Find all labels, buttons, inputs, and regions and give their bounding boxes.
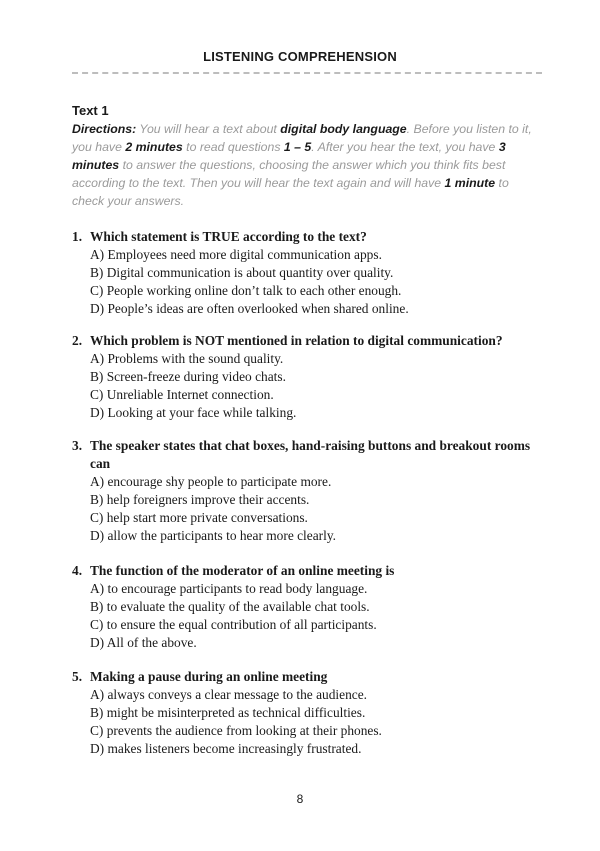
answer-options: [72, 686, 552, 758]
answer-option-a[interactable]: A) always conveys a clear message to the audience.: [90, 687, 367, 702]
question-number: 1.: [72, 229, 83, 244]
directions-question-range: 1 – 5: [283, 140, 312, 154]
answer-option-b[interactable]: B) help foreigners improve their accents.: [90, 492, 310, 507]
answer-option-a[interactable]: A) to encourage participants to read body language.: [90, 581, 368, 596]
page-number: 8: [296, 792, 304, 806]
question-2: [72, 332, 552, 422]
directions-prep-time: 2 minutes: [125, 140, 183, 154]
directions-text: You will hear a text about: [136, 122, 281, 136]
question-4: [72, 562, 552, 652]
answer-option-d[interactable]: D) Looking at your face while talking.: [90, 405, 297, 420]
answer-option-d[interactable]: D) All of the above.: [90, 635, 197, 650]
answer-option-c[interactable]: C) help start more private conversations.: [90, 510, 308, 525]
answer-option-b[interactable]: B) might be misinterpreted as technical difficulties.: [90, 705, 366, 720]
question-number: 5.: [72, 669, 83, 684]
directions-text: to read questions: [182, 140, 284, 154]
dashed-divider: [72, 72, 542, 74]
directions-label: Directions:: [72, 122, 137, 136]
directions-paragraph: [72, 120, 532, 210]
answer-options: [72, 350, 552, 422]
answer-option-c[interactable]: C) to ensure the equal contribution of all participants.: [90, 617, 377, 632]
directions-topic: digital body language: [280, 122, 407, 136]
directions-check-time: 1 minute: [444, 176, 496, 190]
answer-option-a[interactable]: A) Problems with the sound quality.: [90, 351, 284, 366]
question-stem: [72, 437, 552, 473]
answer-option-a[interactable]: A) encourage shy people to participate more.: [90, 474, 332, 489]
question-stem: [72, 562, 552, 580]
question-3: [72, 437, 552, 545]
answer-option-b[interactable]: B) Digital communication is about quantity over quality.: [90, 265, 394, 280]
question-number: 2.: [72, 333, 83, 348]
answer-option-b[interactable]: B) Screen-freeze during video chats.: [90, 369, 286, 384]
answer-option-b[interactable]: B) to evaluate the quality of the available chat tools.: [90, 599, 370, 614]
answer-options: [72, 246, 552, 318]
question-text: Which statement is TRUE according to the text?: [90, 229, 367, 244]
question-text: Making a pause during an online meeting: [90, 669, 328, 684]
question-5: [72, 668, 552, 758]
answer-options: [72, 473, 552, 545]
question-stem: [72, 668, 552, 686]
question-stem: [72, 332, 552, 350]
directions-answer-time: 3 minutes: [72, 140, 506, 172]
directions-text: . Before you listen to it, you have: [72, 122, 532, 154]
page-title: LISTENING COMPREHENSION: [203, 49, 397, 64]
answer-option-a[interactable]: A) Employees need more digital communication apps.: [90, 247, 382, 262]
directions-text: . After you hear the text, you have: [311, 140, 499, 154]
section-label: Text 1: [72, 103, 109, 118]
answer-options: [72, 580, 552, 652]
question-number: 3.: [72, 438, 83, 453]
question-text: The speaker states that chat boxes, hand-raising buttons and breakout rooms can: [90, 438, 531, 471]
directions-text: to check your answers.: [72, 176, 509, 208]
question-number: 4.: [72, 563, 83, 578]
question-1: [72, 228, 552, 318]
answer-option-c[interactable]: C) Unreliable Internet connection.: [90, 387, 274, 402]
answer-option-c[interactable]: C) People working online don’t talk to each other enough.: [90, 283, 402, 298]
answer-option-d[interactable]: D) makes listeners become increasingly frustrated.: [90, 741, 362, 756]
directions-text: to answer the questions, choosing the answer which you think fits best according to the text. Then you will hear the text again and will have: [72, 158, 506, 190]
answer-option-c[interactable]: C) prevents the audience from looking at their phones.: [90, 723, 382, 738]
answer-option-d[interactable]: D) allow the participants to hear more clearly.: [90, 528, 337, 543]
question-stem: [72, 228, 552, 246]
question-text: The function of the moderator of an online meeting is: [90, 563, 395, 578]
answer-option-d[interactable]: D) People’s ideas are often overlooked when shared online.: [90, 301, 409, 316]
question-text: Which problem is NOT mentioned in relation to digital communication?: [90, 333, 503, 348]
